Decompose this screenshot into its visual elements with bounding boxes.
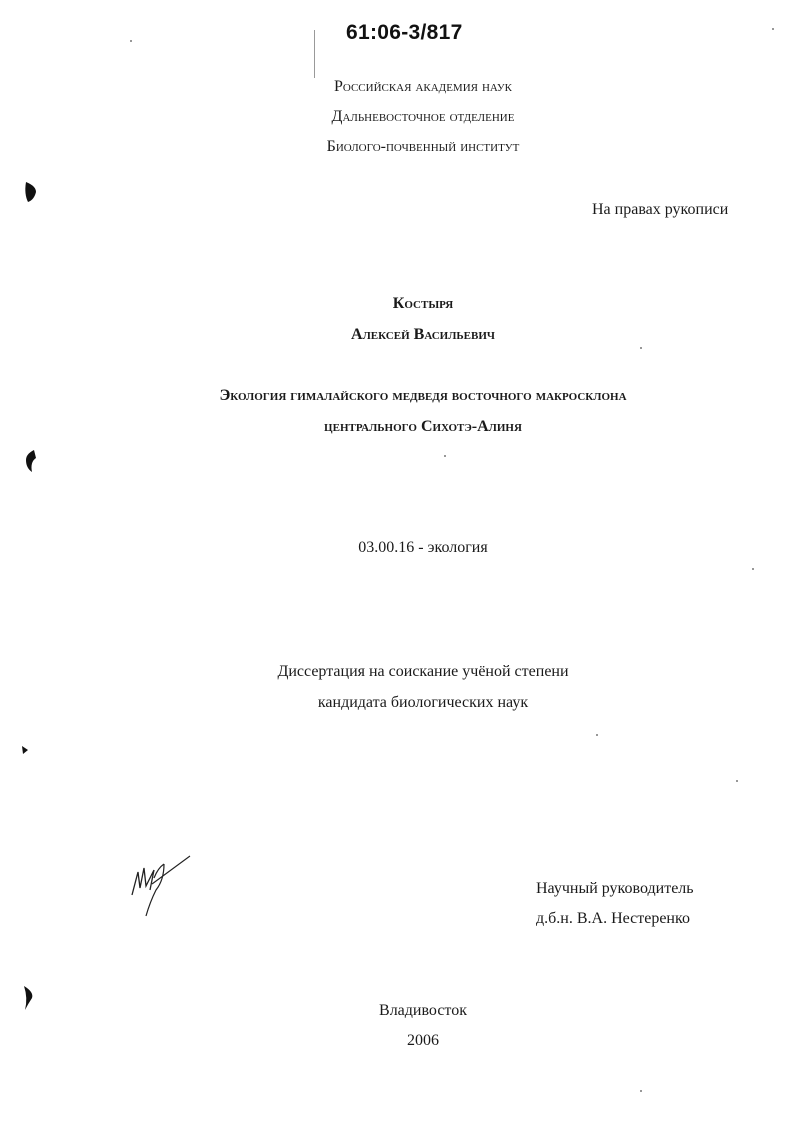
speck [772, 28, 774, 30]
author-surname: Костыря [392, 295, 454, 312]
handwritten-signature [124, 850, 204, 925]
degree-line-2: кандидата биологических наук [317, 694, 529, 711]
speck [736, 780, 738, 782]
place: Владивосток [379, 1002, 467, 1019]
speck [130, 40, 132, 42]
speck [444, 455, 446, 457]
scan-mark-4 [22, 984, 36, 1012]
supervisor-name: д.б.н. В.А. Нестеренко [536, 910, 690, 927]
speck [596, 734, 598, 736]
scan-mark-1 [22, 180, 40, 204]
speck [640, 347, 642, 349]
author-name: Алексей Васильевич [351, 326, 495, 343]
speck [640, 1090, 642, 1092]
scan-mark-2 [22, 448, 38, 474]
institution-line-2: Дальневосточное отделение [331, 108, 515, 125]
speck [752, 568, 754, 570]
degree-line-1: Диссертация на соискание учёной степени [277, 663, 569, 680]
scan-mark-3 [20, 744, 30, 756]
scan-line [314, 30, 315, 78]
supervisor-label: Научный руководитель [536, 880, 694, 897]
archive-stamp-code: 61:06-3/817 [346, 21, 463, 44]
rights-note: На правах рукописи [592, 201, 729, 218]
title-line-1: Экология гималайского медведя восточного макросклона [219, 387, 627, 404]
year: 2006 [407, 1032, 439, 1049]
title-line-2: центрального Сихотэ-Алиня [324, 418, 522, 435]
institution-line-3: Биолого-почвенный институт [326, 138, 520, 155]
institution-line-1: Российская академия наук [333, 78, 513, 95]
specialty: 03.00.16 - экология [358, 539, 488, 556]
